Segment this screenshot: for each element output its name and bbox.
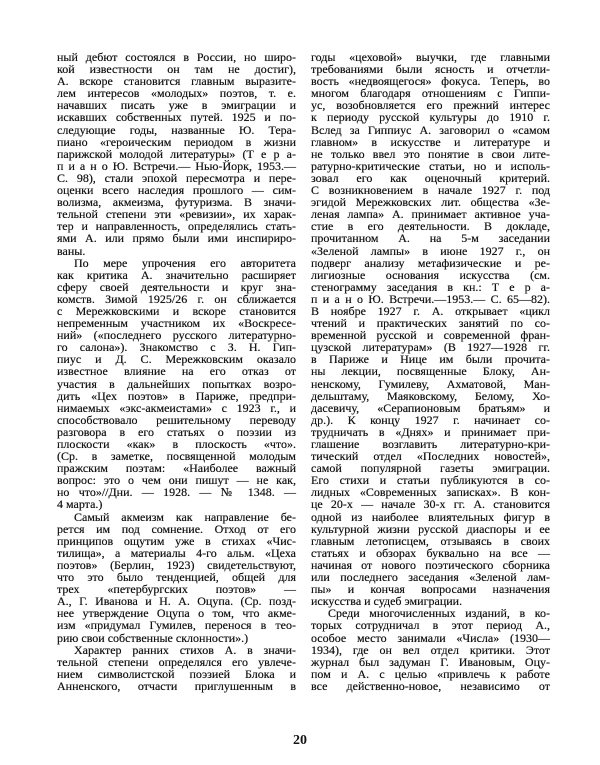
text-line: це 20-х — начале 30-х гг. А. становится xyxy=(311,497,550,512)
text-line: ный дебют состоялся в России, но широ- xyxy=(57,50,296,64)
text-line: нием символистской поэзией Блока и xyxy=(57,666,296,681)
text-line: ваны. xyxy=(57,243,86,258)
text-line: пиано «героическим периодом в жизни xyxy=(57,134,296,149)
text-line: леная лампа» А. принимает активное уча- xyxy=(311,207,550,222)
text-line: трех «петербургских поэтов» — xyxy=(57,582,296,597)
text-line: стенограмму заседания в кн.: Т е р а- xyxy=(311,279,550,294)
text-line: известное влияние на его отказ от xyxy=(57,364,296,379)
text-line: ны лекции, посвященные Блоку, Ан- xyxy=(311,364,550,379)
text-line: рию свои собственные склонности».) xyxy=(57,630,249,645)
text-line: Характер ранних стихов А. в значи- xyxy=(74,642,296,657)
text-line: к периоду русской культуры до 1910 г. xyxy=(311,110,550,125)
text-line: С. 98), стали эпохой пересмотра и пере- xyxy=(57,170,296,185)
text-line: п и а н о Ю. Встречи.— Нью-Йорк, 1953.— xyxy=(57,158,296,173)
text-line: го салона»). Знакомство с З. Н. Гип- xyxy=(57,340,296,355)
text-line: В ноябре 1927 г. А. открывает «цикл xyxy=(311,303,550,318)
text-line: следующие годы, названные Ю. Тера- xyxy=(57,122,296,137)
text-line: поэтов» (Берлин, 1923) свидетельствуют, xyxy=(57,557,296,572)
text-line: начавших писать уже в эмиграции и xyxy=(57,98,296,113)
text-line: временной русской и современной фран- xyxy=(311,328,550,343)
text-line: пы» и кончая вопросами назначения xyxy=(311,582,550,597)
text-line: А. вскоре становится главным выразите- xyxy=(57,74,296,89)
text-line: статьях и обзорах буквально на все — xyxy=(311,545,550,560)
text-line: искусства и судеб эмиграции. xyxy=(311,594,463,609)
paragraph xyxy=(57,51,296,257)
text-line: главным летописцем, отзываясь в своих xyxy=(311,533,550,548)
text-line: что это было тенденцией, общей для xyxy=(57,570,296,585)
paragraph xyxy=(311,51,550,607)
text-line: тельной степени эти «ревизии», их харак- xyxy=(57,207,296,222)
text-line: одной из наиболее влиятельных фигур в xyxy=(311,509,550,524)
text-line: Вслед за Гиппиус А. заговорил о «самом xyxy=(311,122,550,137)
text-line: ями А. или прямо были ими инспириро- xyxy=(57,231,296,246)
text-line: требованиями были ясность и отчетли- xyxy=(311,62,550,77)
text-line: подверг анализу метафизические и ре- xyxy=(311,255,550,270)
text-line: 1934), где он вел отдел критики. Этот xyxy=(311,642,550,657)
text-line: ненскому, Гумилеву, Ахматовой, Ман- xyxy=(311,376,550,391)
text-line: парижской молодой литературы» (Т е р а- xyxy=(57,146,296,161)
text-line: многом благодаря отношениям с Гиппи- xyxy=(311,86,550,101)
text-line: тилища», а материалы 4-го альм. «Цеха xyxy=(57,545,296,560)
text-line: кой известности он там не достиг), xyxy=(57,62,296,77)
text-line: плоскости «как» в плоскость «что». xyxy=(57,437,296,451)
text-line: дасевичу, «Серапионовым братьям» и xyxy=(311,400,550,415)
text-line: изм «придумал Гумилев, перенося в тео- xyxy=(57,618,296,633)
text-line: лидных «Современных записках». В кон- xyxy=(311,485,550,500)
text-line: начиная от нового поэтического сборника xyxy=(311,557,550,572)
text-line: рется им под сомнение. Отход от его xyxy=(57,521,296,536)
text-line: но что»//Дни. — 1928. — № 1348. — xyxy=(57,485,296,500)
left-text-column xyxy=(57,51,296,692)
text-line: все действенно-новое, независимо от xyxy=(311,678,550,693)
text-line: годы «цеховой» выучки, где главными xyxy=(311,50,550,64)
text-line: цузской литературам» (В 1927—1928 гг. xyxy=(311,340,550,355)
text-line: культурной жизни русской диаспоры и ее xyxy=(311,521,550,536)
text-line: ратурно-критические статьи, но и исполь- xyxy=(311,158,550,173)
right-text-column xyxy=(311,51,550,692)
text-line: тический отдел «Последних новостей», xyxy=(311,449,550,464)
text-line: комств. Зимой 1925/26 г. он сближается xyxy=(57,291,296,306)
text-line: пражским поэтам: «Наиболее важный xyxy=(57,461,296,476)
text-line: (Ср. в заметке, посвященной молодым xyxy=(57,449,296,464)
text-line: ний» («последнего русского литературно- xyxy=(57,328,296,343)
text-line: стие в его деятельности. В докладе, xyxy=(311,219,550,234)
text-line: С возникновением в начале 1927 г. под xyxy=(311,183,550,198)
text-line: лигиозные основания искусства (см. xyxy=(311,267,550,282)
text-line: нее утверждение Оцупа о том, что акме- xyxy=(57,606,296,621)
text-line: Его стихи и статьи публикуются в со- xyxy=(311,473,550,488)
text-line: в Париже и Нице им были прочита- xyxy=(311,352,550,367)
text-line: глашение возглавить литературно-кри- xyxy=(311,437,550,451)
text-line: вость «недвоящегося» фокуса. Теперь, во xyxy=(311,74,550,89)
text-line: самой популярной газеты эмиграции. xyxy=(311,461,550,476)
text-line: сферу своей деятельности и круг зна- xyxy=(57,279,296,294)
text-line: тер и направленность, определялись стать- xyxy=(57,219,296,234)
text-line: с Мережковскими и вскоре становится xyxy=(57,303,296,318)
paragraph xyxy=(57,644,296,692)
text-line: чтений и практических занятий по со- xyxy=(311,316,550,331)
page-number: 20 xyxy=(293,733,307,748)
text-line: 4 марта.) xyxy=(57,497,103,512)
text-line: особое место занимали «Числа» (1930— xyxy=(311,630,550,645)
text-line: непременным участником их «Воскресе- xyxy=(57,316,296,331)
text-line: трудничать в «Днях» и принимает при- xyxy=(311,424,550,439)
text-line: Среди многочисленных изданий, в ко- xyxy=(328,606,550,621)
text-line: зовал его как оценочный критерий. xyxy=(311,170,550,185)
text-line: ус, возобновляется его прежний интерес xyxy=(311,98,550,113)
text-line: или последнего заседания «Зеленой лам- xyxy=(311,570,550,585)
text-line: «Зеленой лампы» в июне 1927 г., он xyxy=(311,243,550,258)
text-line: тельной степени определялся его увлече- xyxy=(57,654,296,669)
paragraph xyxy=(57,257,296,511)
paragraph xyxy=(57,511,296,644)
text-line: журнал был задуман Г. Ивановым, Оцу- xyxy=(311,654,550,669)
text-line: как критика А. значительно расширяет xyxy=(57,267,296,282)
text-line: главном» в искусстве и литературе и xyxy=(311,134,550,149)
text-line: искавших собственных путей. 1925 и по- xyxy=(57,110,296,125)
text-line: Анненского, отчасти приглушенным в xyxy=(57,678,296,693)
text-line: По мере упрочения его авторитета xyxy=(74,255,296,270)
text-line: прочитанном А. на 5-м заседании xyxy=(311,231,550,246)
text-line: дить «Цех поэтов» в Париже, предпри- xyxy=(57,388,296,403)
text-line: разговора в его статьях о поэзии из xyxy=(57,424,296,439)
text-line: п и а н о Ю. Встречи.—1953.— С. 65—82). xyxy=(311,291,550,306)
text-line: вопрос: это о чем они пишут — не как, xyxy=(57,473,296,488)
text-line: др.). К концу 1927 г. начинает со- xyxy=(311,412,550,427)
text-line: эгидой Мережковских лит. общества «Зе- xyxy=(311,195,550,210)
text-line: пом и А. с целью «привлечь к работе xyxy=(311,666,550,681)
text-line: Самый акмеизм как направление бе- xyxy=(74,509,296,524)
text-line: волизма, акмеизма, футуризма. В значи- xyxy=(57,195,296,210)
text-line: лем интересов «молодых» поэтов, т. е. xyxy=(57,86,296,101)
text-line: торых сотрудничал в этот период А., xyxy=(311,618,550,633)
text-line: участия в дальнейших попытках возро- xyxy=(57,376,296,391)
text-line: принципов ощутим уже в стихах «Чис- xyxy=(57,533,296,548)
text-line: пиус и Д. С. Мережковским оказало xyxy=(57,352,296,367)
text-line: оценки всего наследия прошлого — сим- xyxy=(57,183,296,198)
text-line: А., Г. Иванова и Н. А. Оцупа. (Ср. позд- xyxy=(57,594,296,609)
text-line: дельштаму, Маяковскому, Белому, Хо- xyxy=(311,388,550,403)
text-line: способствовало решительному переводу xyxy=(57,412,296,427)
text-line: нимаемых «экс-акмеистами» с 1923 г., и xyxy=(57,400,296,415)
text-line: не только ввел это понятие в свои лите- xyxy=(311,146,550,161)
paragraph xyxy=(311,607,550,692)
